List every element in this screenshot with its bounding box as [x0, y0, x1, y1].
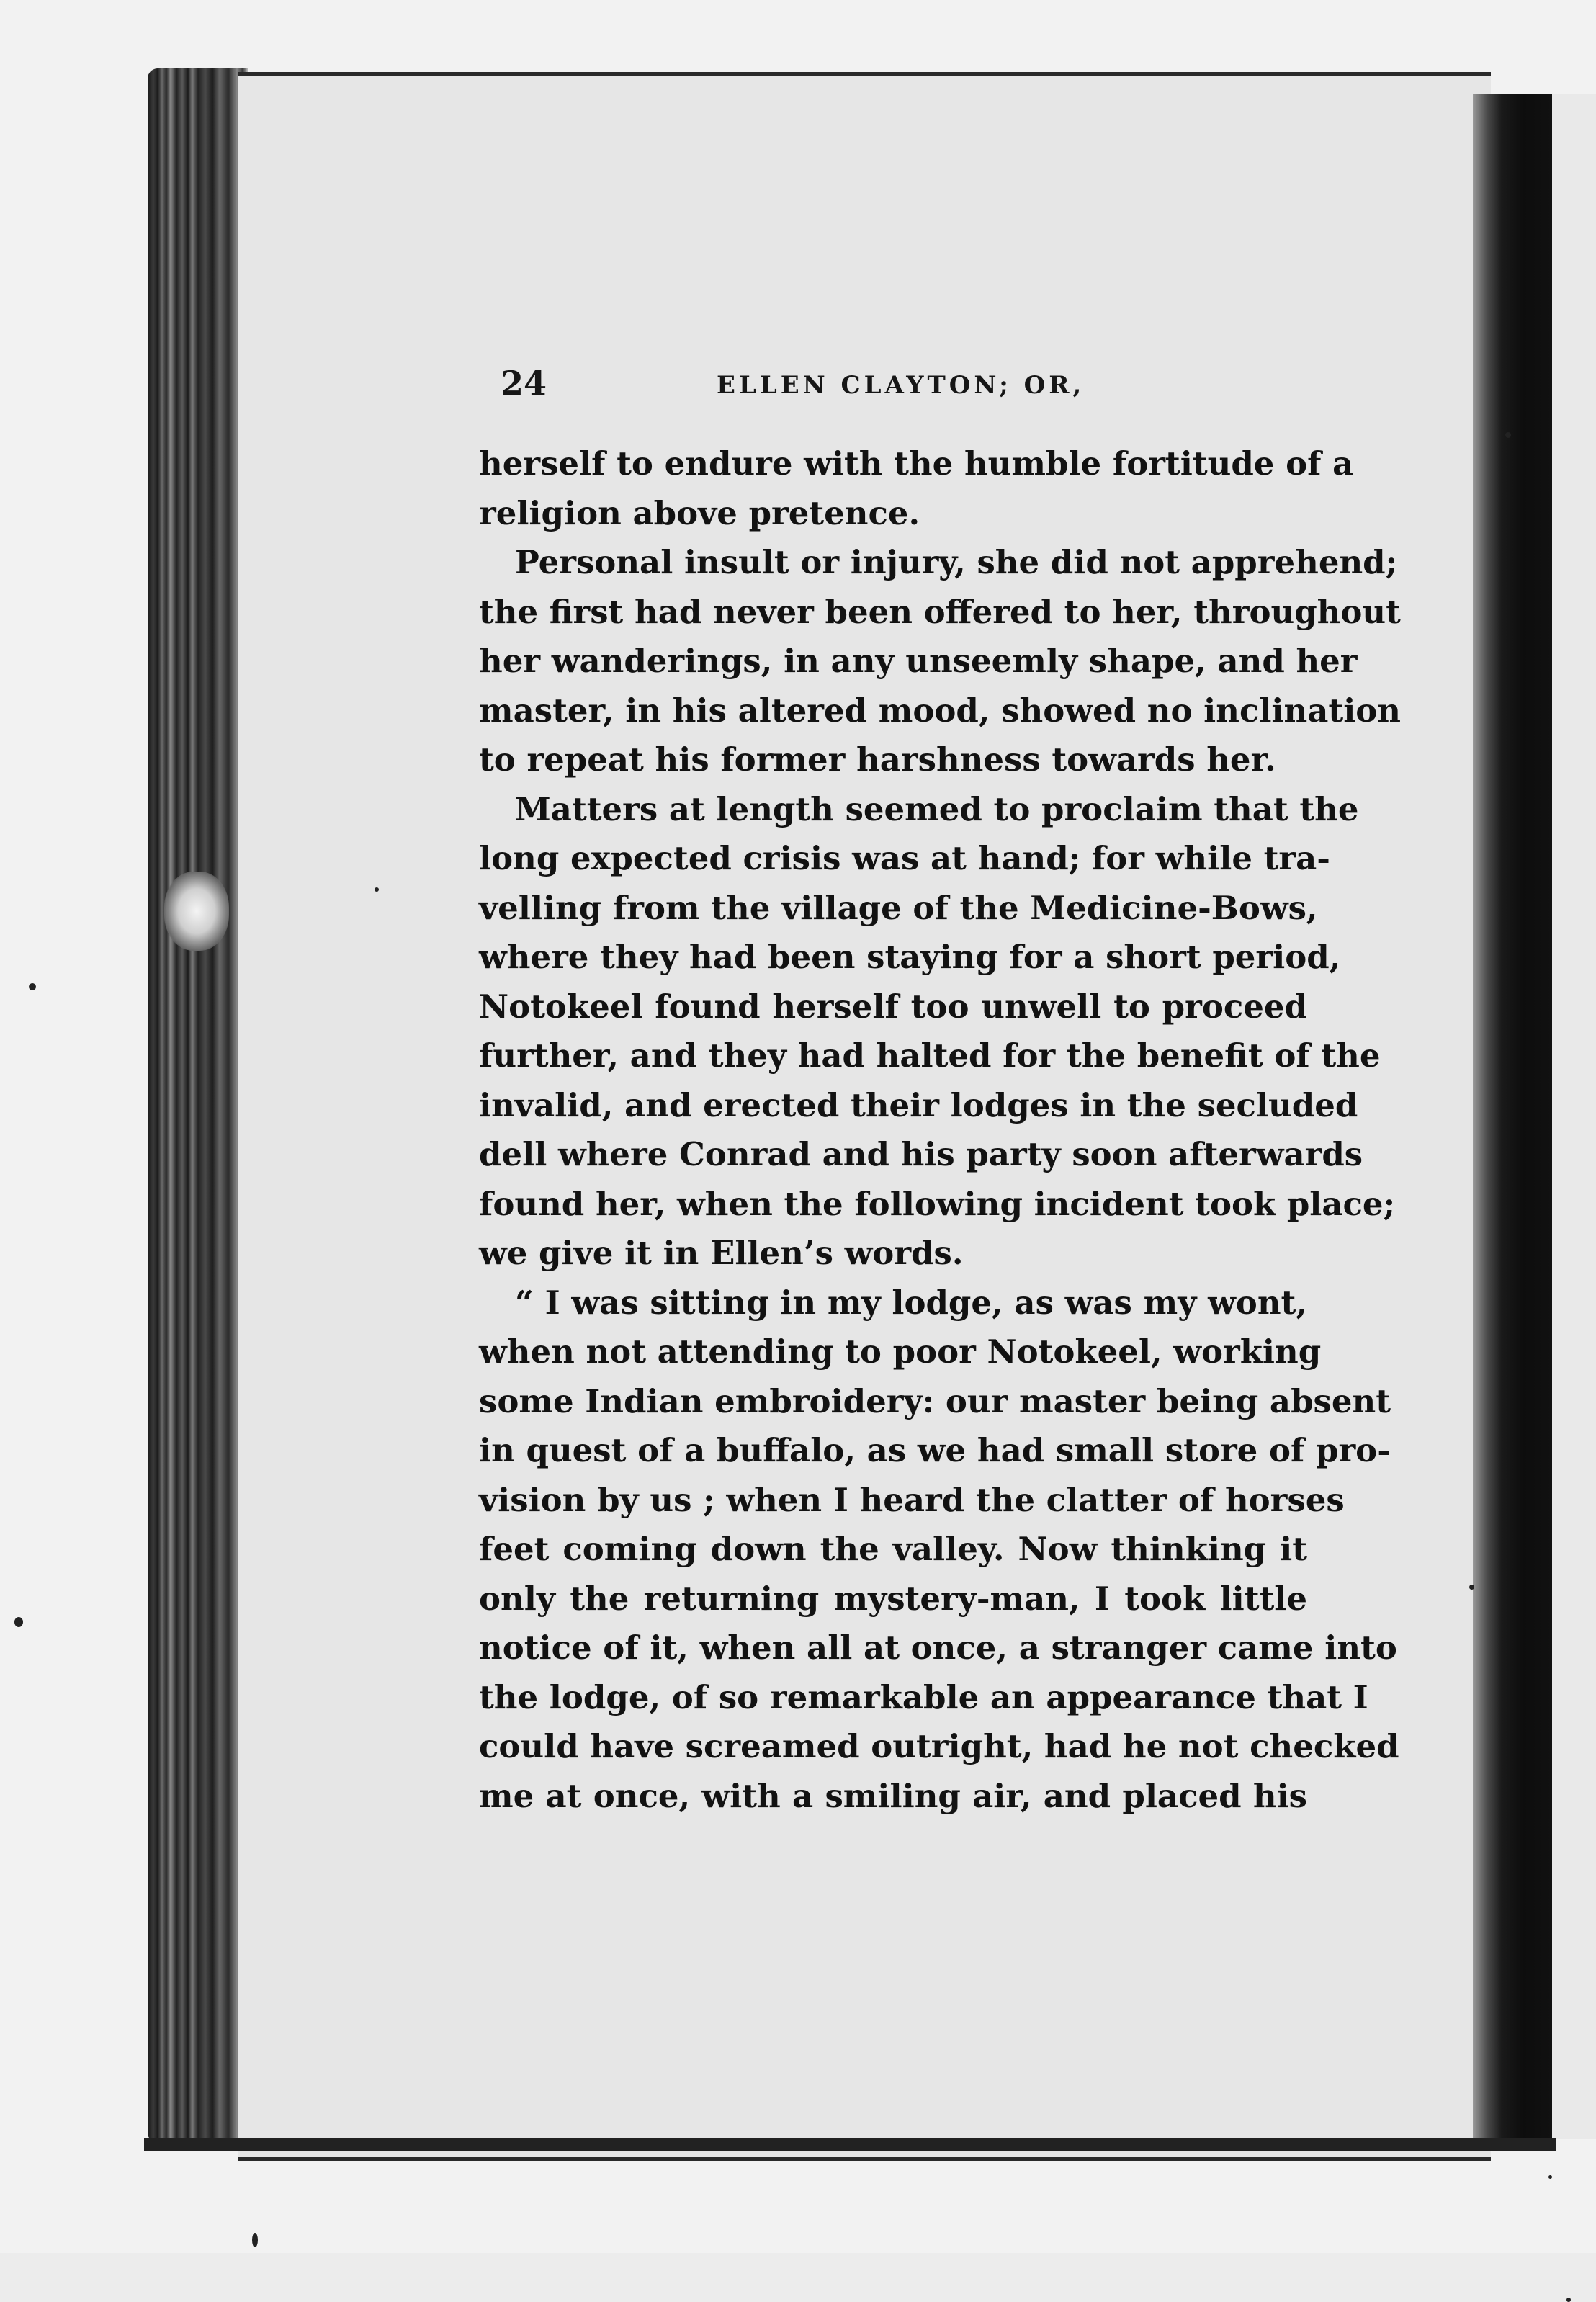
- text-line: vision by us ; when I heard the clatter of horses: [479, 1480, 1345, 1519]
- text-line: when not attending to poor Notokeel, working: [479, 1333, 1322, 1371]
- text-line: the first had never been offered to her, throughout: [479, 592, 1401, 631]
- book-page-edges: [148, 68, 248, 2143]
- text-line: to repeat his former harshness towards her.: [479, 740, 1276, 779]
- text-line: herself to endure with the humble fortitude of a: [479, 444, 1354, 483]
- text-line: religion above pretence.: [479, 493, 920, 532]
- page-bottom-edge: [144, 2138, 1556, 2151]
- text-line: feet coming down the valley. Now thinking it: [479, 1530, 1307, 1568]
- text-line: where they had been staying for a short period,: [479, 938, 1341, 976]
- facing-page-edge: [1552, 94, 1596, 2139]
- text-line: long expected crisis was at hand; for while tra-: [479, 839, 1330, 877]
- running-title: ELLEN CLAYTON; OR,: [717, 371, 1085, 400]
- text-line: me at once, with a smiling air, and placed his: [479, 1776, 1307, 1815]
- facing-page-shadow: [1473, 94, 1552, 2139]
- page-number: 24: [501, 364, 547, 403]
- text-line: we give it in Ellen’s words.: [479, 1234, 964, 1272]
- text-line: Notokeel found herself too unwell to proceed: [479, 987, 1307, 1026]
- text-line: could have screamed outright, had he not checked: [479, 1727, 1399, 1765]
- page-header: [501, 364, 1307, 414]
- text-line: velling from the village of the Medicine-Bows,: [479, 888, 1318, 927]
- text-line: master, in his altered mood, showed no inclination: [479, 691, 1402, 730]
- paper-stain: [164, 872, 229, 951]
- text-line: Personal insult or injury, she did not apprehend;: [515, 543, 1398, 581]
- text-line: dell where Conrad and his party soon afterwards: [479, 1135, 1363, 1173]
- text-line: her wanderings, in any unseemly shape, and her: [479, 642, 1358, 680]
- body-text: [479, 439, 1402, 1821]
- text-line: further, and they had halted for the benefit of the: [479, 1036, 1381, 1075]
- text-line: notice of it, when all at once, a stranger came into: [479, 1629, 1397, 1667]
- text-line: in quest of a buffalo, as we had small store of pro-: [479, 1431, 1391, 1469]
- text-line: some Indian embroidery: our master being absent: [479, 1381, 1391, 1420]
- text-line: Matters at length seemed to proclaim that the: [515, 789, 1359, 828]
- text-line: invalid, and erected their lodges in the secluded: [479, 1085, 1358, 1124]
- text-line: “ I was sitting in my lodge, as was my wont,: [515, 1283, 1307, 1322]
- text-line: found her, when the following incident took place;: [479, 1184, 1396, 1223]
- text-line: the lodge, of so remarkable an appearance that I: [479, 1678, 1368, 1716]
- text-line: only the returning mystery-man, I took little: [479, 1579, 1307, 1618]
